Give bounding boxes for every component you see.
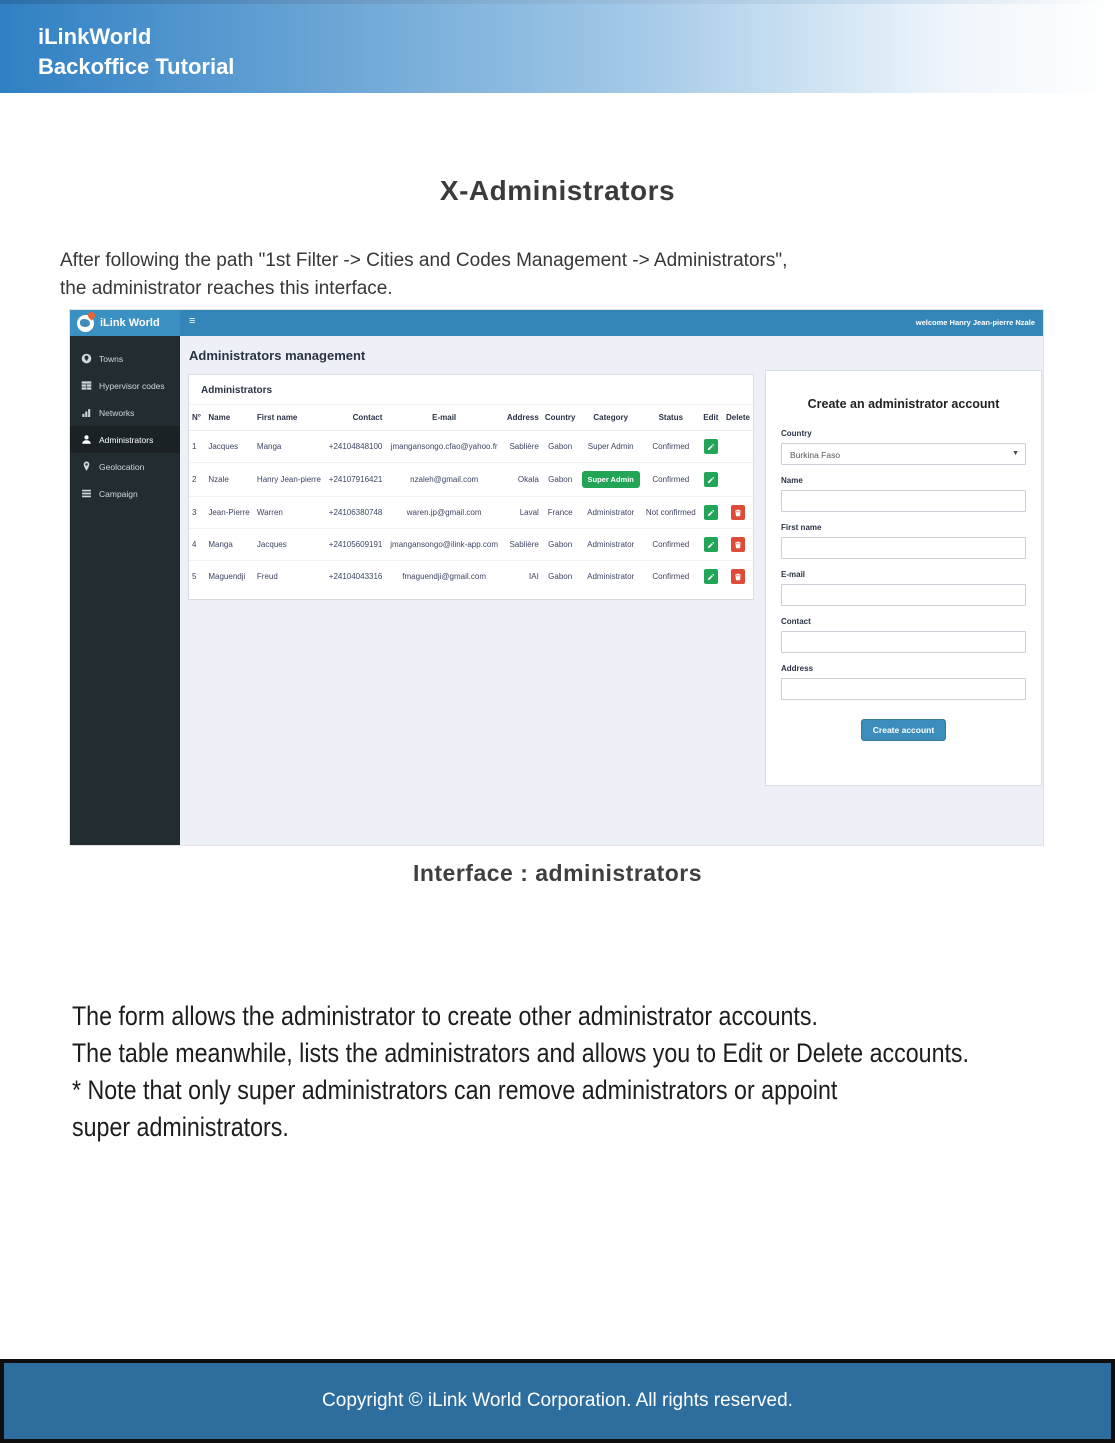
app-brand-label: iLink World xyxy=(100,317,160,329)
app-screenshot xyxy=(70,310,1043,845)
bar-chart-icon xyxy=(81,407,92,418)
map-pin-icon xyxy=(81,461,92,472)
column-header-delete: Delete xyxy=(723,405,753,431)
cell-country: France xyxy=(542,497,579,529)
administrators-table xyxy=(189,405,753,592)
cell-address: IAI xyxy=(503,561,542,593)
body-text-line: * Note that only super administrators can remove administrators or appoint xyxy=(72,1075,838,1105)
administrators-panel xyxy=(188,374,754,600)
cell-status: Not confirmed xyxy=(643,497,699,529)
delete-button[interactable] xyxy=(731,569,745,584)
create-account-button[interactable]: Create account xyxy=(861,719,946,741)
cell-edit xyxy=(699,529,723,561)
e-mail-field[interactable] xyxy=(781,584,1026,606)
brand-subtitle: Backoffice Tutorial xyxy=(38,54,235,79)
cell-name: Jacques xyxy=(205,431,254,463)
cell-edit xyxy=(699,463,723,497)
cell-edit xyxy=(699,497,723,529)
panel-title: Administrators xyxy=(189,375,753,405)
cell-name: Maguendji xyxy=(205,561,254,593)
field-label-country: Country xyxy=(781,429,812,438)
field-label-name: Name xyxy=(781,476,803,485)
table-row xyxy=(189,561,753,593)
name-field[interactable] xyxy=(781,490,1026,512)
cell-number: 5 xyxy=(189,561,205,593)
cell-first-name: Manga xyxy=(254,431,326,463)
country-select[interactable] xyxy=(781,443,1026,465)
intro-line-1: After following the path "1st Filter -> Cities and Codes Management -> Administrators", xyxy=(60,250,788,271)
column-header-edit: Edit xyxy=(699,405,723,431)
cell-category xyxy=(579,431,643,463)
user-icon xyxy=(81,434,92,445)
cell-email: fmaguendji@gmail.com xyxy=(385,561,503,593)
edit-button[interactable] xyxy=(704,569,718,584)
sidebar-item-label: Networks xyxy=(99,407,135,418)
category-text: Administrator xyxy=(587,540,635,549)
table-row xyxy=(189,463,753,497)
column-header-e-mail: E-mail xyxy=(385,405,503,431)
chevron-down-icon: ▼ xyxy=(1012,450,1019,457)
column-header-address: Address xyxy=(503,405,542,431)
cell-number: 4 xyxy=(189,529,205,561)
cell-category xyxy=(579,463,643,497)
cell-delete xyxy=(723,463,753,497)
app-sidebar xyxy=(70,336,180,845)
cell-email: nzaleh@gmail.com xyxy=(385,463,503,497)
cell-category xyxy=(579,561,643,593)
cell-number: 2 xyxy=(189,463,205,497)
category-text: Super Admin xyxy=(587,442,634,451)
table-row xyxy=(189,529,753,561)
column-header-first-name: First name xyxy=(254,405,326,431)
column-header-contact: Contact xyxy=(326,405,386,431)
category-badge[interactable]: Super Admin xyxy=(582,471,640,488)
cell-number: 1 xyxy=(189,431,205,463)
cell-category xyxy=(579,529,643,561)
cell-first-name: Freud xyxy=(254,561,326,593)
column-header-n: N° xyxy=(189,405,205,431)
cell-name: Jean-Pierre xyxy=(205,497,254,529)
edit-button[interactable] xyxy=(704,472,718,487)
field-label-contact: Contact xyxy=(781,617,811,626)
cell-contact: +24106380748 xyxy=(326,497,386,529)
cell-status: Confirmed xyxy=(643,529,699,561)
list-icon xyxy=(81,488,92,499)
app-navbar xyxy=(180,310,1043,336)
cell-email: jmangansongo.cfao@yahoo.fr xyxy=(385,431,503,463)
column-header-status: Status xyxy=(643,405,699,431)
cell-contact: +24104848100 xyxy=(326,431,386,463)
globe-icon xyxy=(77,315,94,332)
sidebar-item-label: Towns xyxy=(99,353,124,364)
cell-status: Confirmed xyxy=(643,431,699,463)
cell-status: Confirmed xyxy=(643,561,699,593)
cell-category xyxy=(579,497,643,529)
header-banner xyxy=(0,0,1115,93)
welcome-user-label[interactable]: welcome Hanry Jean-pierre Nzale xyxy=(915,318,1035,327)
create-admin-panel xyxy=(765,370,1042,786)
cell-edit xyxy=(699,431,723,463)
sidebar-item-label: Campaign xyxy=(99,488,138,499)
cell-delete xyxy=(723,529,753,561)
first-name-field[interactable] xyxy=(781,537,1026,559)
cell-edit xyxy=(699,561,723,593)
column-header-category: Category xyxy=(579,405,643,431)
cell-address: Okala xyxy=(503,463,542,497)
column-header-name: Name xyxy=(205,405,254,431)
selected-value: Burkina Faso xyxy=(790,450,841,460)
app-page-heading: Administrators management xyxy=(189,348,366,363)
body-text-line: The form allows the administrator to create other administrator accounts. xyxy=(72,1001,818,1031)
town-marker-icon xyxy=(81,353,92,364)
cell-number: 3 xyxy=(189,497,205,529)
intro-line-2: the administrator reaches this interface. xyxy=(60,278,393,299)
app-main xyxy=(180,336,1043,845)
field-label-address: Address xyxy=(781,664,814,673)
sidebar-item-label: Administrators xyxy=(99,434,154,445)
table-row xyxy=(189,431,753,463)
cell-address: Sablière xyxy=(503,431,542,463)
edit-button[interactable] xyxy=(704,537,718,552)
address-field[interactable] xyxy=(781,678,1026,700)
sidebar-item-networks[interactable] xyxy=(70,399,180,426)
cell-country: Gabon xyxy=(542,529,579,561)
cell-contact: +24104043316 xyxy=(326,561,386,593)
sidebar-item-campaign[interactable] xyxy=(70,480,180,507)
banner-top-stripe xyxy=(0,0,1115,4)
sidebar-item-label: Hypervisor codes xyxy=(99,380,165,391)
cell-status: Confirmed xyxy=(643,463,699,497)
body-text-line: super administrators. xyxy=(72,1112,289,1142)
cell-country: Gabon xyxy=(542,561,579,593)
field-label-first-name: First name xyxy=(781,523,822,532)
intro-paragraph xyxy=(60,247,1040,303)
edit-button[interactable] xyxy=(704,505,718,520)
figure-caption: Interface : administrators xyxy=(412,860,703,886)
category-text: Administrator xyxy=(587,572,635,581)
cell-country: Gabon xyxy=(542,431,579,463)
cell-name: Nzale xyxy=(205,463,254,497)
sidebar-item-hypervisor-codes[interactable] xyxy=(70,372,180,399)
field-label-e-mail: E-mail xyxy=(781,570,806,579)
footer xyxy=(0,1359,1115,1443)
app-logo[interactable] xyxy=(70,310,180,336)
cell-delete xyxy=(723,431,753,463)
column-header-country: Country xyxy=(542,405,579,431)
app-header xyxy=(70,310,1043,336)
cell-address: Sablière xyxy=(503,529,542,561)
table-row xyxy=(189,497,753,529)
cell-country: Gabon xyxy=(542,463,579,497)
body-text-line: The table meanwhile, lists the administrators and allows you to Edit or Delete accounts. xyxy=(72,1038,970,1068)
delete-button[interactable] xyxy=(731,505,745,520)
sidebar-item-geolocation[interactable] xyxy=(70,453,180,480)
cell-delete xyxy=(723,561,753,593)
category-text: Administrator xyxy=(587,508,635,517)
cell-first-name: Warren xyxy=(254,497,326,529)
sidebar-item-towns[interactable] xyxy=(70,345,180,372)
table-icon xyxy=(81,380,92,391)
delete-button[interactable] xyxy=(731,537,745,552)
cell-contact: +24105609191 xyxy=(326,529,386,561)
sidebar-item-administrators[interactable] xyxy=(70,426,180,453)
cell-first-name: Jacques xyxy=(254,529,326,561)
cell-email: waren.jp@gmail.com xyxy=(385,497,503,529)
cell-contact: +24107916421 xyxy=(326,463,386,497)
cell-email: jmangansongo@ilink-app.com xyxy=(385,529,503,561)
copyright-text: Copyright © iLink World Corporation. All rights reserved. xyxy=(322,1390,793,1411)
contact-field[interactable] xyxy=(781,631,1026,653)
brand-title: iLinkWorld xyxy=(38,24,152,49)
cell-address: Laval xyxy=(503,497,542,529)
page-title: X-Administrators xyxy=(439,175,676,206)
cell-name: Manga xyxy=(205,529,254,561)
edit-button[interactable] xyxy=(704,439,718,454)
cell-first-name: Hanry Jean-pierre xyxy=(254,463,326,497)
form-title: Create an administrator account xyxy=(807,397,1000,411)
cell-delete xyxy=(723,497,753,529)
body-text xyxy=(72,998,1018,1146)
sidebar-item-label: Geolocation xyxy=(99,461,145,472)
menu-toggle-icon[interactable]: ≡ xyxy=(189,315,196,327)
